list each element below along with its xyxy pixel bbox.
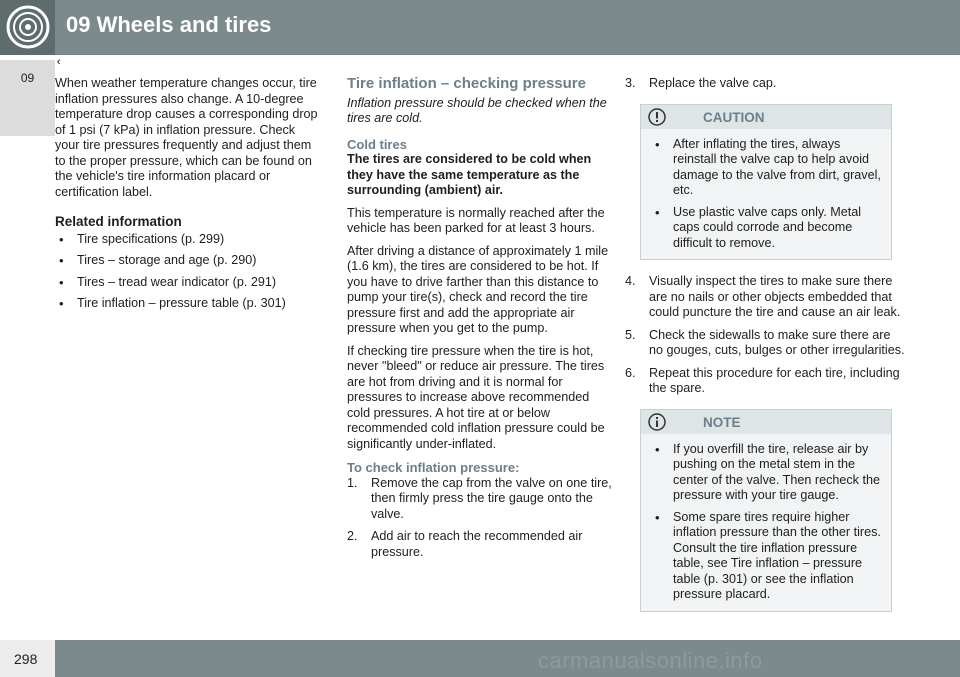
related-link[interactable]: • Tire specifications (p. 299)	[55, 232, 320, 248]
step-number: 4.	[625, 274, 636, 288]
caution-box	[640, 104, 892, 261]
steps-list	[625, 274, 907, 397]
steps-list	[625, 76, 907, 92]
section-title: Tire inflation – checking pressure	[347, 75, 586, 92]
check-pressure-heading: To check inflation pressure:	[347, 460, 520, 475]
caution-body	[641, 129, 891, 260]
note-box	[640, 409, 892, 612]
related-information-heading: Related information	[55, 214, 182, 229]
info-icon	[648, 413, 666, 431]
related-links-list	[55, 232, 320, 312]
paragraph: After driving a distance of approximately 1 mile (1.6 km), the tires are considered to be hot. If you have to drive farther than this distance to pump your tire(s), check and record the tire pressure first and add the appropriate air pressure when you get to the pump.	[347, 243, 609, 335]
page-number-box	[0, 640, 55, 677]
header-icon-box	[0, 0, 55, 55]
page-footer	[0, 640, 960, 677]
caution-box-header	[641, 105, 891, 129]
step-number: 5.	[625, 327, 636, 342]
related-link[interactable]: • Tire inflation – pressure table (p. 301)	[55, 296, 320, 312]
step-item	[625, 76, 907, 92]
chapter-tab	[0, 60, 55, 136]
step-number: 2.	[347, 529, 358, 543]
cold-tires-definition: The tires are considered to be cold when they have the same temperature as the surrounding (ambient) air.	[347, 152, 592, 197]
caution-title: CAUTION	[703, 109, 765, 125]
step-item	[625, 274, 907, 321]
step-item	[625, 328, 907, 359]
note-box-header	[641, 410, 891, 434]
step-text: Visually inspect the tires to make sure there are no nails or other objects embedded that could puncture the tire and cause an air leak.	[649, 274, 901, 319]
step-text: Add air to reach the recommended air pressure.	[371, 529, 583, 559]
step-text: Replace the valve cap.	[649, 76, 777, 90]
chapter-tab-label: 09	[20, 71, 35, 85]
caution-list	[651, 137, 881, 252]
temperature-paragraph: When weather temperature changes occur, tire inflation pressures also change. A 10-degree temperature drop causes a corresponding drop of 1 psi (7 kPa) in inflation pressure. Check your tire pressures frequently and adjust them to the proper pressure, which can be found on the vehicle's tire information placard or certification label.	[55, 76, 318, 199]
page-title: 09 Wheels and tires	[66, 12, 272, 37]
steps-list	[347, 476, 615, 561]
note-item: • Some spare tires require higher inflation pressure than the other tires. Consult the tire inflation pressure table, see Tire inflation – pressure table (p. 301) or see the inflation pressure placard.	[651, 510, 881, 603]
warning-icon	[648, 108, 666, 126]
cold-tires-heading: Cold tires	[347, 136, 407, 152]
step-item	[347, 476, 615, 523]
step-text: Check the sidewalls to make sure there are no gouges, cuts, bulges or other irregularities.	[649, 327, 905, 357]
step-number: 6.	[625, 365, 636, 380]
section-intro: Inflation pressure should be checked when the tires are cold.	[347, 95, 607, 125]
note-item: • If you overfill the tire, release air by pushing on the metal stem in the center of the valve. Then recheck the pressure with your tire gauge.	[651, 442, 881, 504]
step-item	[625, 366, 907, 397]
column-2	[347, 76, 615, 567]
step-number: 1.	[347, 475, 358, 490]
paragraph: This temperature is normally reached after the vehicle has been parked for at least 3 hours.	[347, 205, 605, 235]
paragraph: If checking tire pressure when the tire is hot, never "bleed" or reduce air pressure. The tires are hot from driving and it is normal for pressures to increase above recommended cold pressures. A hot tire at or below recommended cold inflation pressure could be significantly under-inflated.	[347, 343, 605, 451]
step-text: Remove the cap from the valve on one tire, then firmly press the tire gauge onto the valve.	[371, 475, 612, 521]
page-number: 298	[14, 651, 38, 667]
related-link[interactable]: • Tires – tread wear indicator (p. 291)	[55, 275, 320, 291]
tire-icon	[5, 4, 51, 50]
column-3	[625, 76, 907, 626]
step-number: 3.	[625, 76, 636, 90]
step-item	[347, 529, 615, 560]
note-body	[641, 434, 891, 611]
note-title: NOTE	[703, 414, 741, 430]
related-link[interactable]: • Tires – storage and age (p. 290)	[55, 253, 320, 269]
note-list	[651, 442, 881, 603]
caution-item: • After inflating the tires, always reinstall the valve cap to help avoid damage to the valve from dirt, gravel, etc.	[651, 137, 881, 199]
watermark: carmanualsonline.info	[538, 648, 763, 673]
step-text: Repeat this procedure for each tire, including the spare.	[649, 365, 900, 395]
column-1	[55, 76, 320, 318]
caution-item: • Use plastic valve caps only. Metal caps could corrode and become difficult to remove.	[651, 205, 881, 252]
